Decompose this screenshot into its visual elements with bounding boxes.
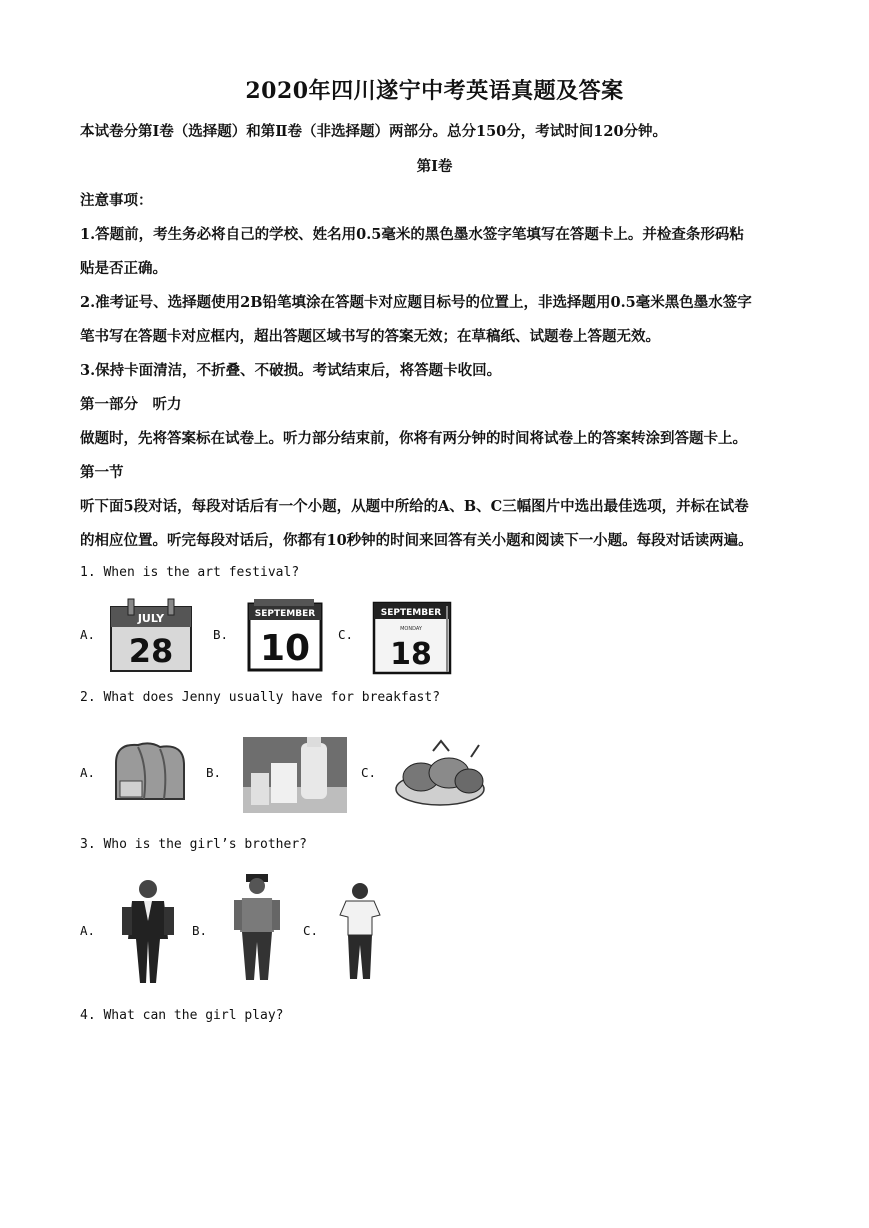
boy-in-tshirt-image: [336, 879, 384, 985]
option-label: B.: [213, 627, 229, 642]
notice-line: 1.答题前，考生务必将自己的学校、姓名用0.5毫米的黑色墨水签字笔填写在答题卡上。并检查条形码粘: [80, 226, 744, 243]
man-in-suit-image: [118, 877, 180, 987]
question-3: 3. Who is the girl’s brother?: [80, 837, 307, 852]
option-label: A.: [80, 627, 96, 642]
option-label: A.: [80, 765, 96, 780]
option-label: C.: [361, 765, 377, 780]
calendar-month: JULY: [137, 612, 165, 625]
volume-label: 第Ⅰ卷: [416, 158, 453, 175]
option-label: B.: [192, 923, 208, 938]
calendar-september-18-image: [371, 600, 453, 676]
question-1: 1. When is the art festival?: [80, 565, 300, 580]
notice-heading: 注意事项：: [80, 192, 153, 209]
bread-image: [108, 737, 190, 809]
option-label: B.: [206, 765, 222, 780]
question-2: 2. What does Jenny usually have for breakfast?: [80, 690, 441, 705]
part-instruction: 做题时，先将答案标在试卷上。听力部分结束前，你将有两分钟的时间将试卷上的答案转涂到答题卡上。: [80, 430, 747, 447]
calendar-september-10-image: [246, 599, 326, 675]
section-instruction: 的相应位置。听完每段对话后，你都有10秒钟的时间来回答有关小题和阅读下一小题。每段对话读两遍。: [80, 532, 753, 549]
calendar-day: 10: [259, 628, 311, 669]
notice-line: 2.准考证号、选择题使用2B铅笔填涂在答题卡对应题目标号的位置上，非选择题用0.5毫米黑色墨水签字: [80, 294, 752, 311]
calendar-month: SEPTEMBER: [254, 609, 316, 619]
option-label: C.: [338, 627, 354, 642]
option-label: C.: [303, 923, 319, 938]
notice-line: 笔书写在答题卡对应框内，超出答题区域书写的答案无效；在草稿纸、试题卷上答题无效。: [80, 328, 660, 345]
calendar-day: 28: [128, 632, 174, 670]
buns-image: [393, 737, 487, 809]
calendar-month: SEPTEMBER: [380, 608, 442, 618]
notice-line: 3.保持卡面清洁，不折叠、不破损。考试结束后，将答题卡收回。: [80, 362, 502, 379]
section-instruction: 听下面5段对话，每段对话后有一个小题，从题中所给的A、B、C三幅图片中选出最佳选项，并标在试卷: [80, 498, 749, 515]
page-title: 2020年四川遂宁中考英语真题及答案: [245, 78, 624, 104]
man-with-cap-image: [228, 872, 286, 986]
question-4: 4. What can the girl play?: [80, 1008, 284, 1023]
calendar-weekday: MONDAY: [400, 626, 422, 632]
section-heading: 第一节: [80, 464, 124, 481]
part-heading: 第一部分 听力: [80, 396, 182, 413]
calendar-july-28-image: [106, 597, 196, 675]
intro-text: 本试卷分第Ⅰ卷（选择题）和第Ⅱ卷（非选择题）两部分。总分150分，考试时间120分钟。: [80, 123, 668, 140]
option-label: A.: [80, 923, 96, 938]
milk-image: [243, 737, 347, 813]
notice-line: 贴是否正确。: [80, 260, 167, 277]
calendar-day: 18: [390, 637, 432, 672]
